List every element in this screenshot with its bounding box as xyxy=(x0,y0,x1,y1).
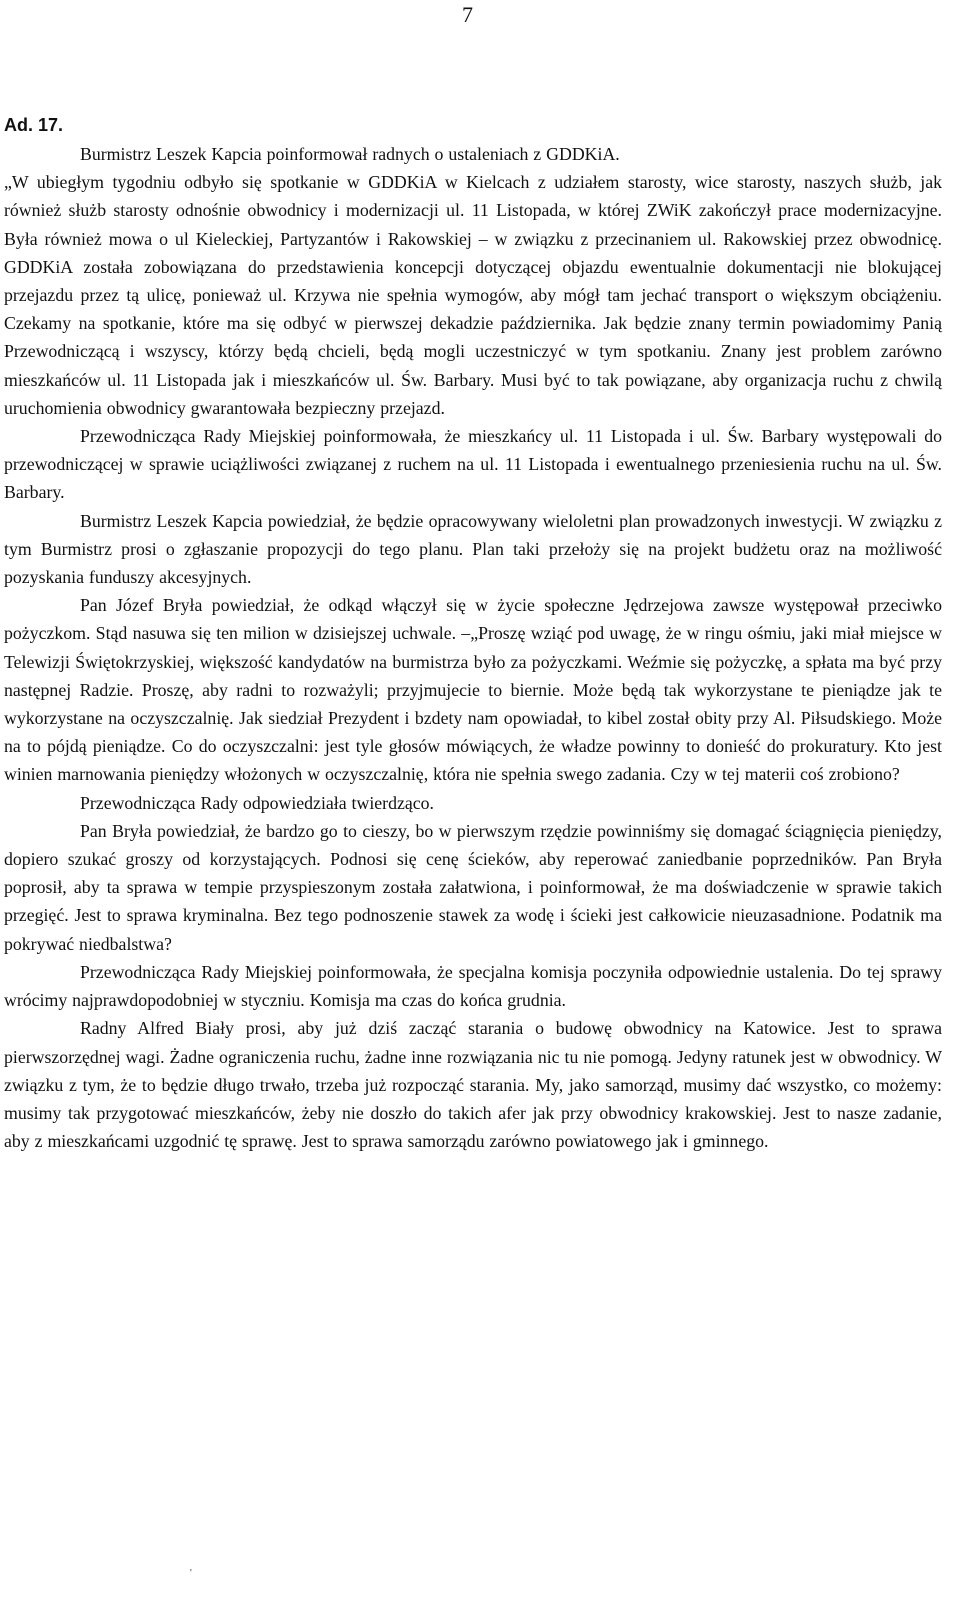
paragraph-bryla-statement: Pan Józef Bryła powiedział, że odkąd włączył się w życie społeczne Jędrzejowa zawsze występował przeciwko pożyczkom. Stąd nasuwa się ten milion w dzisiejszej uchwale. –„Proszę wziąć pod uwagę, że w ringu ośmiu, jaki miał miejsce w Telewizji Świętokrzyskiej, większość kandydatów na burmistrza było za pożyczkami. Weźmie się pożyczkę, a spłata ma być przy następnej Radzie. Proszę, aby radni to rozważyli; przyjmujecie to biernie. Może będą tak wykorzystane te pieniądze jak te wykorzystane na oczyszczalnię. Jak siedział Prezydent i bzdety nam opowiadał, to kibel został obity przy Al. Piłsudskiego. Może na to pójdą pieniądze. Co do oczyszczalni: jest tyle głosów mówiących, że władze powinny to donieść do prokuratury. Kto jest winien marnowania pieniędzy włożonych w oczyszczalnię, która nie spełnia swego zadania. Czy w tej materii coś zrobiono? xyxy=(4,595,942,785)
paragraph-burmistrz-info: Burmistrz Leszek Kapcia poinformował radnych o ustaleniach z GDDKiA. xyxy=(80,144,620,164)
paragraph-przewodniczaca-answer: Przewodnicząca Rady odpowiedziała twierdząco. xyxy=(80,792,434,813)
scan-mark: ' xyxy=(190,1568,192,1579)
paragraph-quote-gddkia: „W ubiegłym tygodniu odbyło się spotkanie w GDDKiA w Kielcach z udziałem starosty, wice starosty, naszych służb, jak również służb starosty odnośnie obwodnicy i modernizacji ul. 11 Listopada, w której ZWiK zakończył prace modernizacyjne. Była również mowa o ul Kieleckiej, Partyzantów i Rakowskiej – w związku z przecinaniem ul. Rakowskiej przez obwodnicę. GDDKiA została zobowiązana do przedstawienia koncepcji dotyczącej objazdu ewentualnie dokumentacji nie blokującej przejazdu przez tą ulicę, ponieważ ul. Krzywa nie spełnia wymogów, aby mógł tam jechać transport o większym obciążeniu. Czekamy na spotkanie, które ma się odbyć w pierwszej dekadzie października. Jak będzie znany termin powiadomimy Panią Przewodniczącą i wszyscy, którzy będą chcieli, będą mogli uczestniczyć w tym spotkaniu. Znany jest problem zarówno mieszkańców ul. 11 Listopada jak i mieszkańców ul. Św. Barbary. Musi być to tak powiązane, aby organizacja ruchu z chwilą uruchomienia obwodnicy gwarantowała bezpieczny przejazd. xyxy=(4,172,942,418)
paragraph-burmistrz-plan: Burmistrz Leszek Kapcia powiedział, że będzie opracowywany wieloletni plan prowadzonych inwestycji. W związku z tym Burmistrz prosi o zgłaszanie propozycji do tego planu. Plan taki przełoży się na projekt budżetu oraz na możliwość pozyskania funduszy akcesyjnych. xyxy=(4,510,942,588)
paragraph-bryla-response: Pan Bryła powiedział, że bardzo go to cieszy, bo w pierwszym rzędzie powinniśmy się domagać ściągnięcia pieniędzy, dopiero szukać groszy od korzystających. Podnosi się cenę ścieków, aby reperować zaniedbanie poprzedników. Pan Bryła poprosił, aby ta sprawa w tempie przyspieszonym została załatwiona, i poinformował, że ma doświadczenie w sprawie takich przegięć. Jest to sprawa kryminalna. Bez tego podnoszenie stawek za wodę i ścieki jest całkowicie nieuzasadnione. Podatnik ma pokrywać niedbalstwa? xyxy=(4,820,942,954)
body-text xyxy=(4,140,942,1155)
paragraph-bialy-request: Radny Alfred Biały prosi, aby już dziś zacząć starania o budowę obwodnicy na Katowice. Jest to sprawa pierwszorzędnej wagi. Żadne ograniczenia ruchu, żadne inne rozwiązania nic tu nie pomogą. Jedyny ratunek jest w obwodnicy. W związku z tym, że to będzie długo trwało, trzeba już rozpocząć starania. My, jako samorząd, musimy dać wszystko, co możemy: musimy tak przygotować mieszkańców, żeby nie doszło do takich afer jak przy obwodnicy krakowskiej. Jest to nasze zadanie, aby z mieszkańcami uzgodnić tę sprawę. Jest to sprawa samorządu zarówno powiatowego jak i gminnego. xyxy=(4,1018,942,1152)
page-number: 7 xyxy=(462,2,473,27)
paragraph-przewodniczaca-info: Przewodnicząca Rady Miejskiej poinformowała, że mieszkańcy ul. 11 Listopada i ul. Św. Barbary występowali do przewodniczącej w sprawie uciążliwości związanej z ruchem na ul. 11 Listopada i ewentualnego przeniesienia ruchu na ul. Św. Barbary. xyxy=(4,426,942,503)
section-heading: Ad. 17. xyxy=(4,115,64,135)
paragraph-komisja-info: Przewodnicząca Rady Miejskiej poinformowała, że specjalna komisja poczyniła odpowiednie ustalenia. Do tej sprawy wrócimy najprawdopodobniej w styczniu. Komisja ma czas do końca grudnia. xyxy=(4,961,942,1011)
